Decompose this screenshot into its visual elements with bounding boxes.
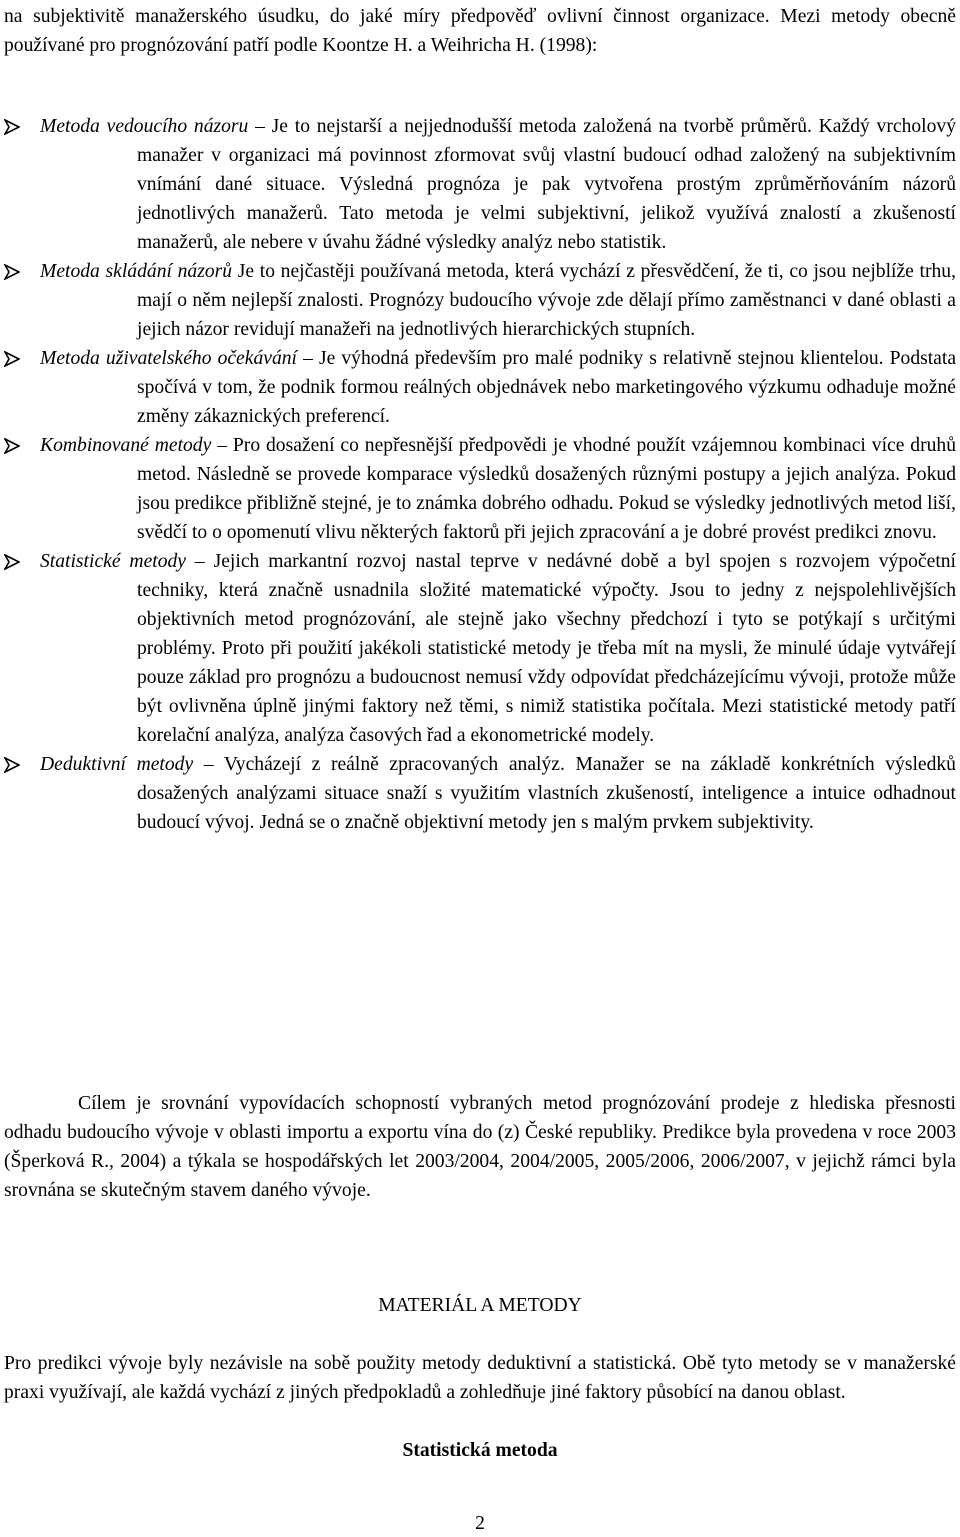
arrowhead-bullet-icon [4,351,20,367]
method-description: Je to nejstarší a nejjednodušší metoda založená na tvorbě průměrů. Každý vrcholový manažer v organizaci má povinnost zformovat svůj vlastní budoucí odhad založený na subjektivním vnímání dané situace. Výsledná prognóza je pak vytvořena prostým zprůměrňováním názorů jednotlivých manažerů. Tato metoda je velmi subjektivní, jelikož využívá znalostí a zkušeností manažerů, ale nebere v úvahu žádné výsledky analýz nebo statistik. [137,116,957,253]
method-description: Pro dosažení co nepřesnější předpovědi je vhodné použít vzájemnou kombinaci více druhů metod. Následně se provede komparace výsledků dosažených různými postupy a jejich analýza. Pokud jsou predikce přibližně stejné, je to známka dobrého odhadu. Pokud se výsledky jednotlivých metod liší, svědčí to o opomenutí vlivu některých faktorů při jejich zpracování a je dobré provést predikci znovu. [137,435,956,543]
method-dash: – [211,435,233,456]
method-name: Statistické metody [40,551,187,572]
list-item [4,547,956,750]
list-item [4,257,956,344]
method-description: Jejich markantní rozvoj nastal teprve v nedávné době a byl spojen s rozvojem výpočetní techniky, která značně usnadnila složité matematické výpočty. Jsou to jedny z nejspolehlivějších objektivních metod prognózování, ale stejně jako všechny předchozí i tyto se potýkají s určitými problémy. Proto při použití jakékoli statistické metody je třeba mít na mysli, že minulé údaje vytvářejí pouze základ pro prognózu a budoucnost nemusí vždy odpovídat předcházejícímu vývoji, protože může být ovlivněna úplně jinými faktory než těmi, s nimiž statistika počítala. Mezi statistické metody patří korelační analýza, analýza časových řad a ekonometrické modely. [137,551,957,746]
method-name: Metoda vedoucího názoru [40,116,249,137]
method-dash: – [248,116,272,137]
method-dash: – [186,551,214,572]
list-item [4,112,956,257]
method-name: Metoda skládání názorů [40,261,233,282]
method-name: Metoda uživatelského očekávání [40,348,297,369]
intro-text: na subjektivitě manažerského úsudku, do jaké míry předpověď ovlivní činnost organizace. Mezi metody obecně používané pro prognózování patří podle Koontze H. a Weihricha H. (1998): [4,6,956,56]
methods-paragraph [4,1349,956,1407]
method-dash: – [193,754,224,775]
arrowhead-bullet-icon [4,554,20,570]
arrowhead-bullet-icon [4,757,20,773]
aim-paragraph [4,1089,956,1205]
method-description: Je to nejčastěji používaná metoda, která vychází z přesvědčení, že ti, co jsou nejblíže trhu, mají o něm nejlepší znalosti. Prognózy budoucího vývoje zde dělají přímo zaměstnanci v dané oblasti a jejich názor revidují manažeři na jednotlivých hierarchických stupních. [137,261,956,340]
list-item [4,344,956,431]
methods-list [4,112,956,837]
aim-text: Cílem je srovnání vypovídacích schopností vybraných metod prognózování prodeje z hlediska přesnosti odhadu budoucího vývoje v oblasti importu a exportu vína do (z) České republiky. Predikce byla provedena v roce 2003 (Šperková R., 2004) a týkala se hospodářských let 2003/2004, 2004/2005, 2005/2006, 2006/2007, v jejichž rámci byla srovnána se skutečným stavem daného vývoje. [4,1093,956,1201]
arrowhead-bullet-icon [4,438,20,454]
method-name: Deduktivní metody [40,754,194,775]
methods-paragraph-text: Pro predikci vývoje byly nezávisle na sobě použity metody deduktivní a statistická. Obě tyto metody se v manažerské praxi využívají, ale každá vychází z jiných předpokladů a zohledňuje jiné faktory působící na danou oblast. [4,1353,956,1403]
list-item [4,750,956,837]
method-description: Vycházejí z reálně zpracovaných analýz. Manažer se na základě konkrétních výsledků dosažených analýzami situace snaží s využitím vlastních zkušeností, inteligence a intuice odhadnout budoucí vývoj. Jedná se o značně objektivní metody jen s malým prvkem subjektivity. [137,754,956,833]
list-item [4,431,956,547]
method-name: Kombinované metody [40,435,212,456]
subheading: Statistická metoda [402,1440,558,1461]
page-number: 2 [475,1513,485,1534]
arrowhead-bullet-icon [4,119,20,135]
method-description: Je výhodná především pro malé podniky s relativně stejnou klientelou. Podstata spočívá v tom, že podnik formou reálných objednávek nebo marketingového výzkumu odhaduje možné změny zákaznických preferencí. [137,348,957,427]
intro-paragraph [4,2,956,60]
method-dash: – [297,348,319,369]
arrowhead-bullet-icon [4,264,20,280]
section-heading: MATERIÁL A METODY [378,1295,582,1316]
